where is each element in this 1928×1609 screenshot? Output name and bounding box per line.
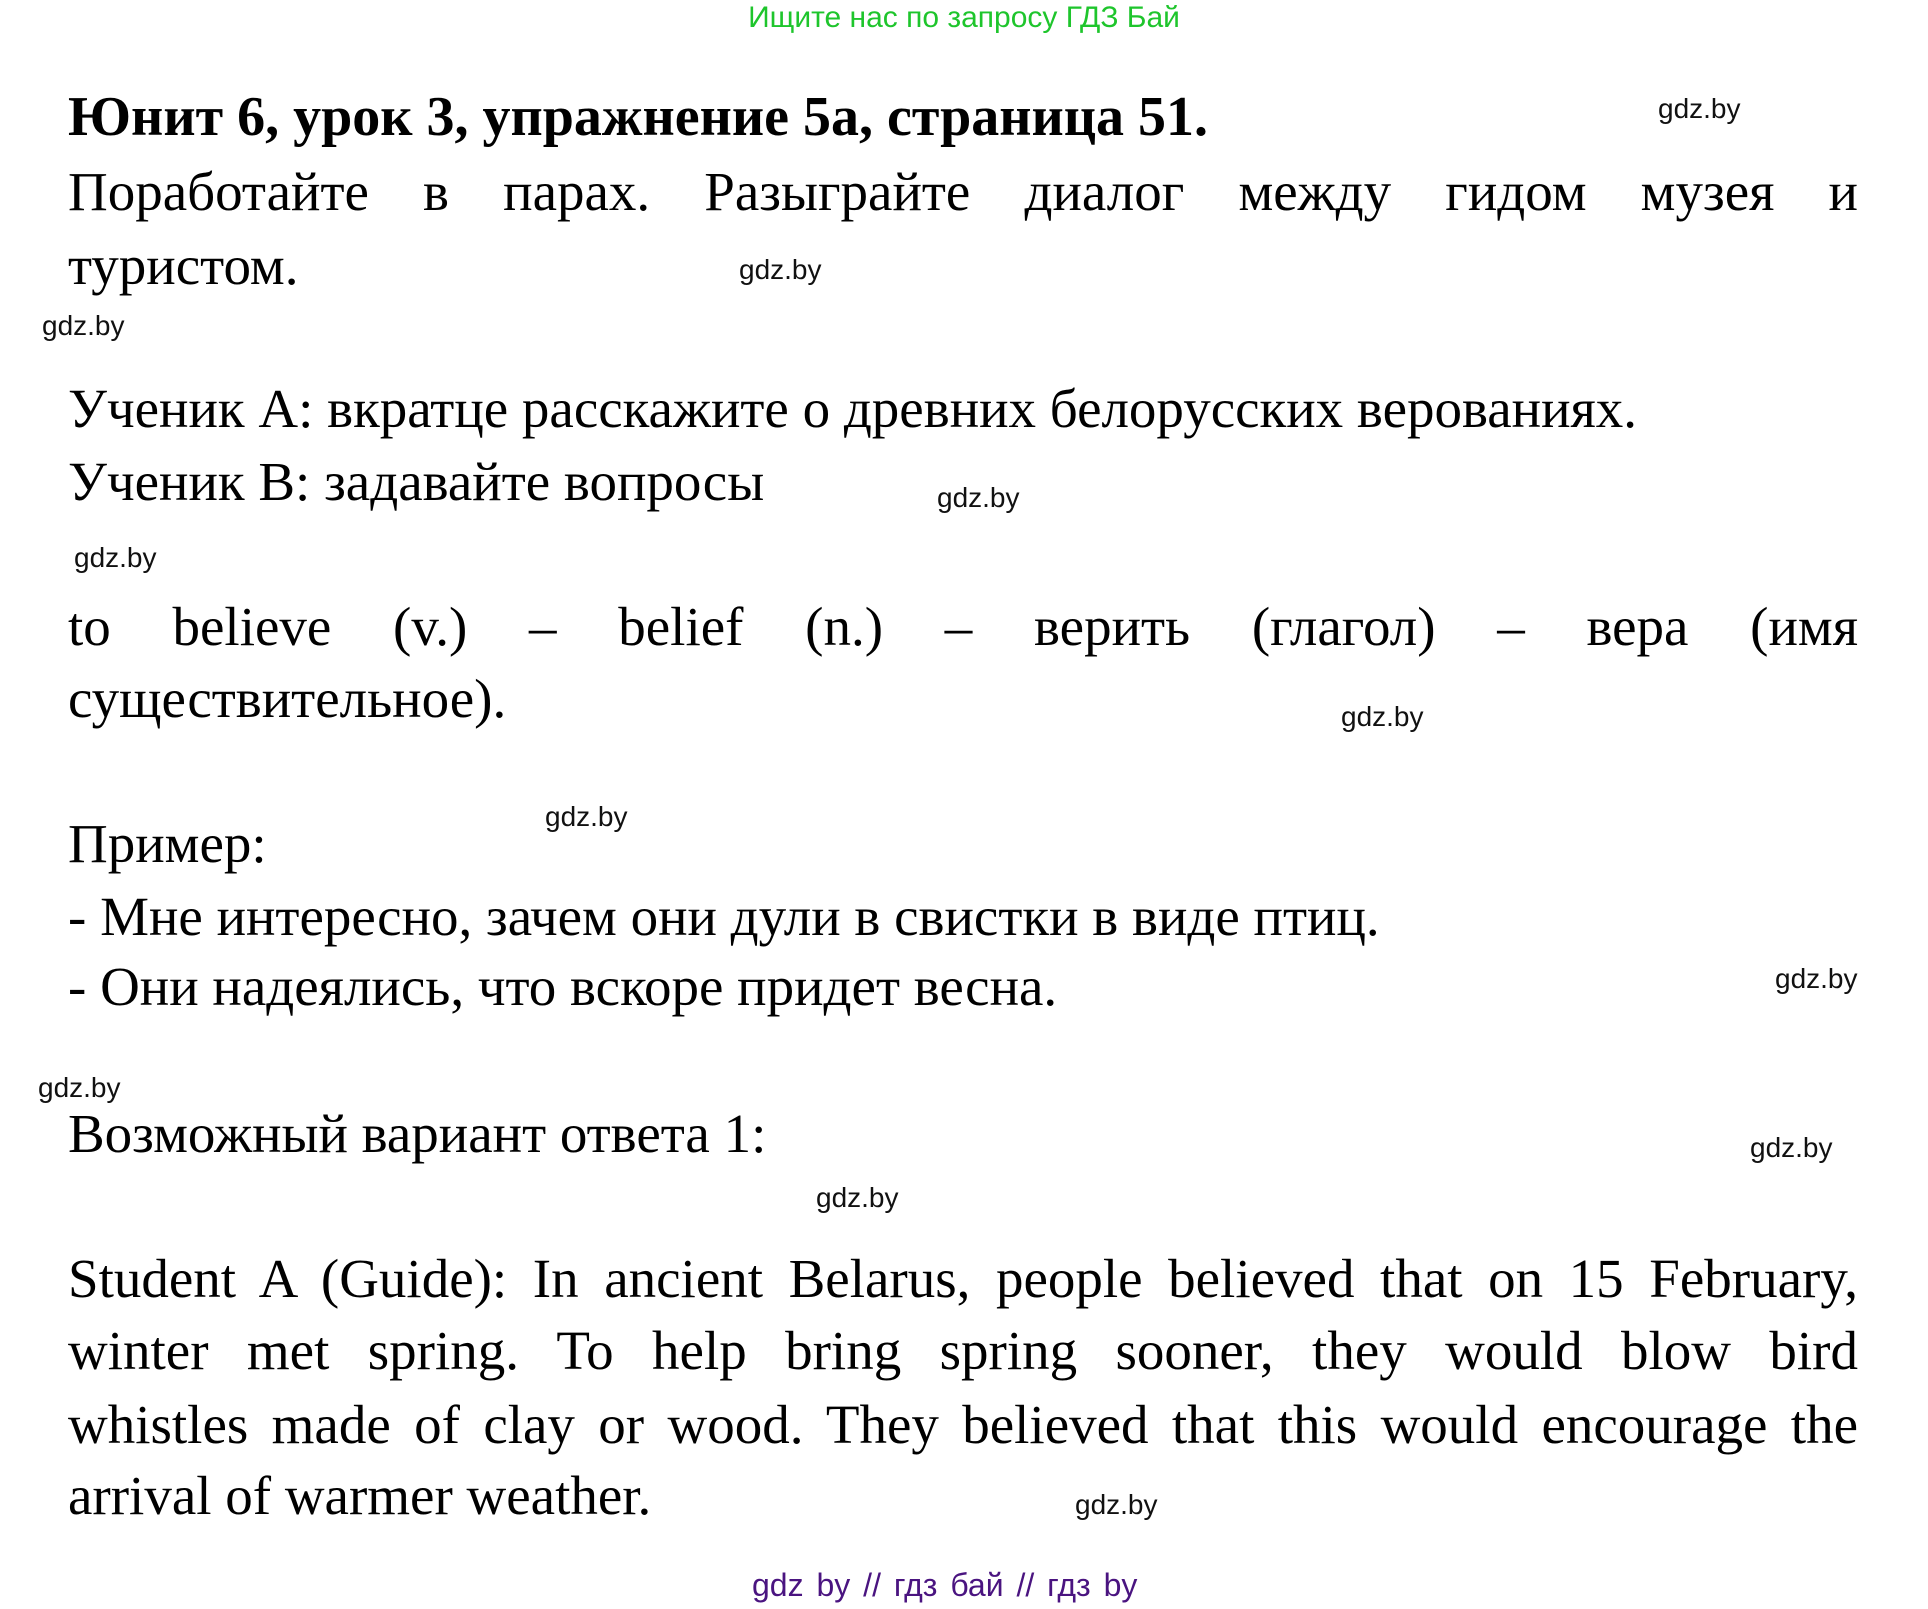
watermark: gdz.by (1775, 963, 1858, 994)
watermark: gdz.by (545, 801, 628, 832)
answer-line-4: arrival of warmer weather. (68, 1465, 652, 1526)
watermark: gdz.by (1750, 1132, 1833, 1163)
vocab-line-2: существительное). (68, 668, 507, 729)
footer-links: gdz by // гдз бай // гдз by (752, 1567, 1138, 1603)
page-title: Юнит 6, урок 3, упражнение 5а, страница 51. (68, 86, 1209, 148)
example-label: Пример: (68, 813, 267, 874)
answer-line-2: winter met spring. To help bring spring sooner, they would blow bird (68, 1320, 1858, 1381)
watermark: gdz.by (1075, 1489, 1158, 1520)
task-line-1: Поработайте в парах. Разыграйте диалог между гидом музея и (68, 161, 1858, 222)
student-b-instruction: Ученик B: задавайте вопросы (68, 451, 765, 512)
watermark: gdz.by (74, 542, 157, 573)
watermark: gdz.by (1341, 701, 1424, 732)
watermark: gdz.by (38, 1072, 121, 1103)
answer-line-3: whistles made of clay or wood. They believed that this would encourage the (68, 1394, 1858, 1455)
student-a-instruction: Ученик A: вкратце расскажите о древних белорусских верованиях. (68, 378, 1638, 439)
answer-line-1: Student A (Guide): In ancient Belarus, people believed that on 15 February, (68, 1248, 1858, 1309)
example-line-2: - Они надеялись, что вскоре придет весна. (68, 956, 1058, 1017)
search-banner: Ищите нас по запросу ГДЗ Бай (748, 1, 1180, 34)
watermark: gdz.by (1658, 93, 1741, 124)
watermark: gdz.by (937, 482, 1020, 513)
vocab-line-1: to believe (v.) – belief (n.) – верить (глагол) – вера (имя (68, 596, 1858, 657)
answer-label: Возможный вариант ответа 1: (68, 1103, 767, 1164)
watermark: gdz.by (739, 254, 822, 285)
example-line-1: - Мне интересно, зачем они дули в свистки в виде птиц. (68, 886, 1380, 947)
watermark: gdz.by (816, 1182, 899, 1213)
watermark: gdz.by (42, 310, 125, 341)
task-line-2: туристом. (68, 235, 299, 296)
